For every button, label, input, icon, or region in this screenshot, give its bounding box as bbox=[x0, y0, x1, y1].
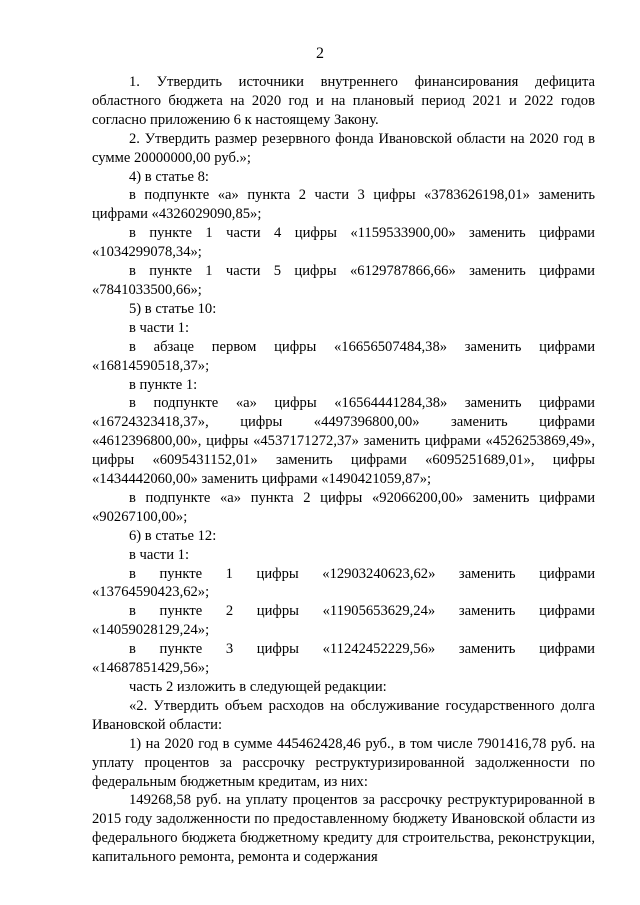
paragraph-reserve-fund: 2. Утвердить размер резервного фонда Ивановской области на 2020 год в сумме 20000000,00 руб.»; bbox=[92, 130, 595, 166]
paragraph-debt-2020: 1) на 2020 год в сумме 445462428,46 руб., в том числе 7901416,78 руб. на уплату процентов за рассрочку реструктуризированной задолженности по федеральным бюджетным кредитам, из них: bbox=[92, 735, 595, 790]
paragraph-article-8-part-3: в подпункте «а» пункта 2 части 3 цифры «3783626198,01» заменить цифрами «4326029090,85»; bbox=[92, 187, 595, 223]
paragraph-interest-restructured: 149268,58 руб. на уплату процентов за рассрочку реструктурированной в 2015 году задолженности по предоставленному бюджету Ивановской области из федерального бюджета бюджетному кредиту для строительства, реконструкции, капитального ремонта, ремонта и содержания bbox=[92, 792, 595, 866]
paragraph-article-10-part-1: в части 1: bbox=[129, 319, 190, 336]
paragraph-article-12-heading: 6) в статье 12: bbox=[129, 527, 217, 544]
paragraph-article-12-point-3: в пункте 3 цифры «11242452229,56» заменить цифрами «14687851429,56»; bbox=[92, 641, 595, 677]
paragraph-article-10-point-1: в пункте 1: bbox=[129, 376, 198, 393]
paragraph-article-12-point-1: в пункте 1 цифры «12903240623,62» заменить цифрами «13764590423,62»; bbox=[92, 565, 595, 601]
paragraph-article-10-subpoint-a: в подпункте «а» цифры «16564441284,38» заменить цифрами «16724323418,37», цифры «4497396800,00» заменить цифрами «4612396800,00», цифры «4537171272,37» заменить цифрами «4526253869,49», цифры «6095431152,01» заменить цифрами «6095251689,01», цифры «1434442060,00» заменить цифрами «1490421059,87»; bbox=[92, 395, 595, 488]
paragraph-part-2-intro: часть 2 изложить в следующей редакции: bbox=[129, 679, 387, 695]
paragraph-article-12-part-1: в части 1: bbox=[129, 546, 190, 563]
paragraph-debt-service: «2. Утвердить объем расходов на обслуживание государственного долга Ивановской области: bbox=[92, 697, 595, 733]
paragraph-article-10-heading: 5) в статье 10: bbox=[129, 300, 217, 317]
page-number: 2 bbox=[316, 45, 324, 62]
document-body bbox=[92, 73, 595, 867]
paragraph-article-8-part-5: в пункте 1 части 5 цифры «6129787866,66» заменить цифрами «7841033500,66»; bbox=[92, 263, 595, 298]
paragraph-article-10-point-2: в подпункте «а» пункта 2 цифры «92066200,00» заменить цифрами «90267100,00»; bbox=[92, 489, 595, 525]
paragraph-article-8-heading: 4) в статье 8: bbox=[129, 168, 209, 185]
paragraph-financing-sources: 1. Утвердить источники внутреннего финансирования дефицита областного бюджета на 2020 год и на плановый период 2021 и 2022 годов согласно приложению 6 к настоящему Закону. bbox=[92, 74, 595, 128]
paragraph-article-10-first-abzac: в абзаце первом цифры «16656507484,38» заменить цифрами «16814590518,37»; bbox=[92, 338, 595, 374]
paragraph-article-12-point-2: в пункте 2 цифры «11905653629,24» заменить цифрами «14059028129,24»; bbox=[92, 603, 595, 639]
paragraph-article-8-part-4: в пункте 1 части 4 цифры «1159533900,00» заменить цифрами «1034299078,34»; bbox=[92, 225, 595, 261]
